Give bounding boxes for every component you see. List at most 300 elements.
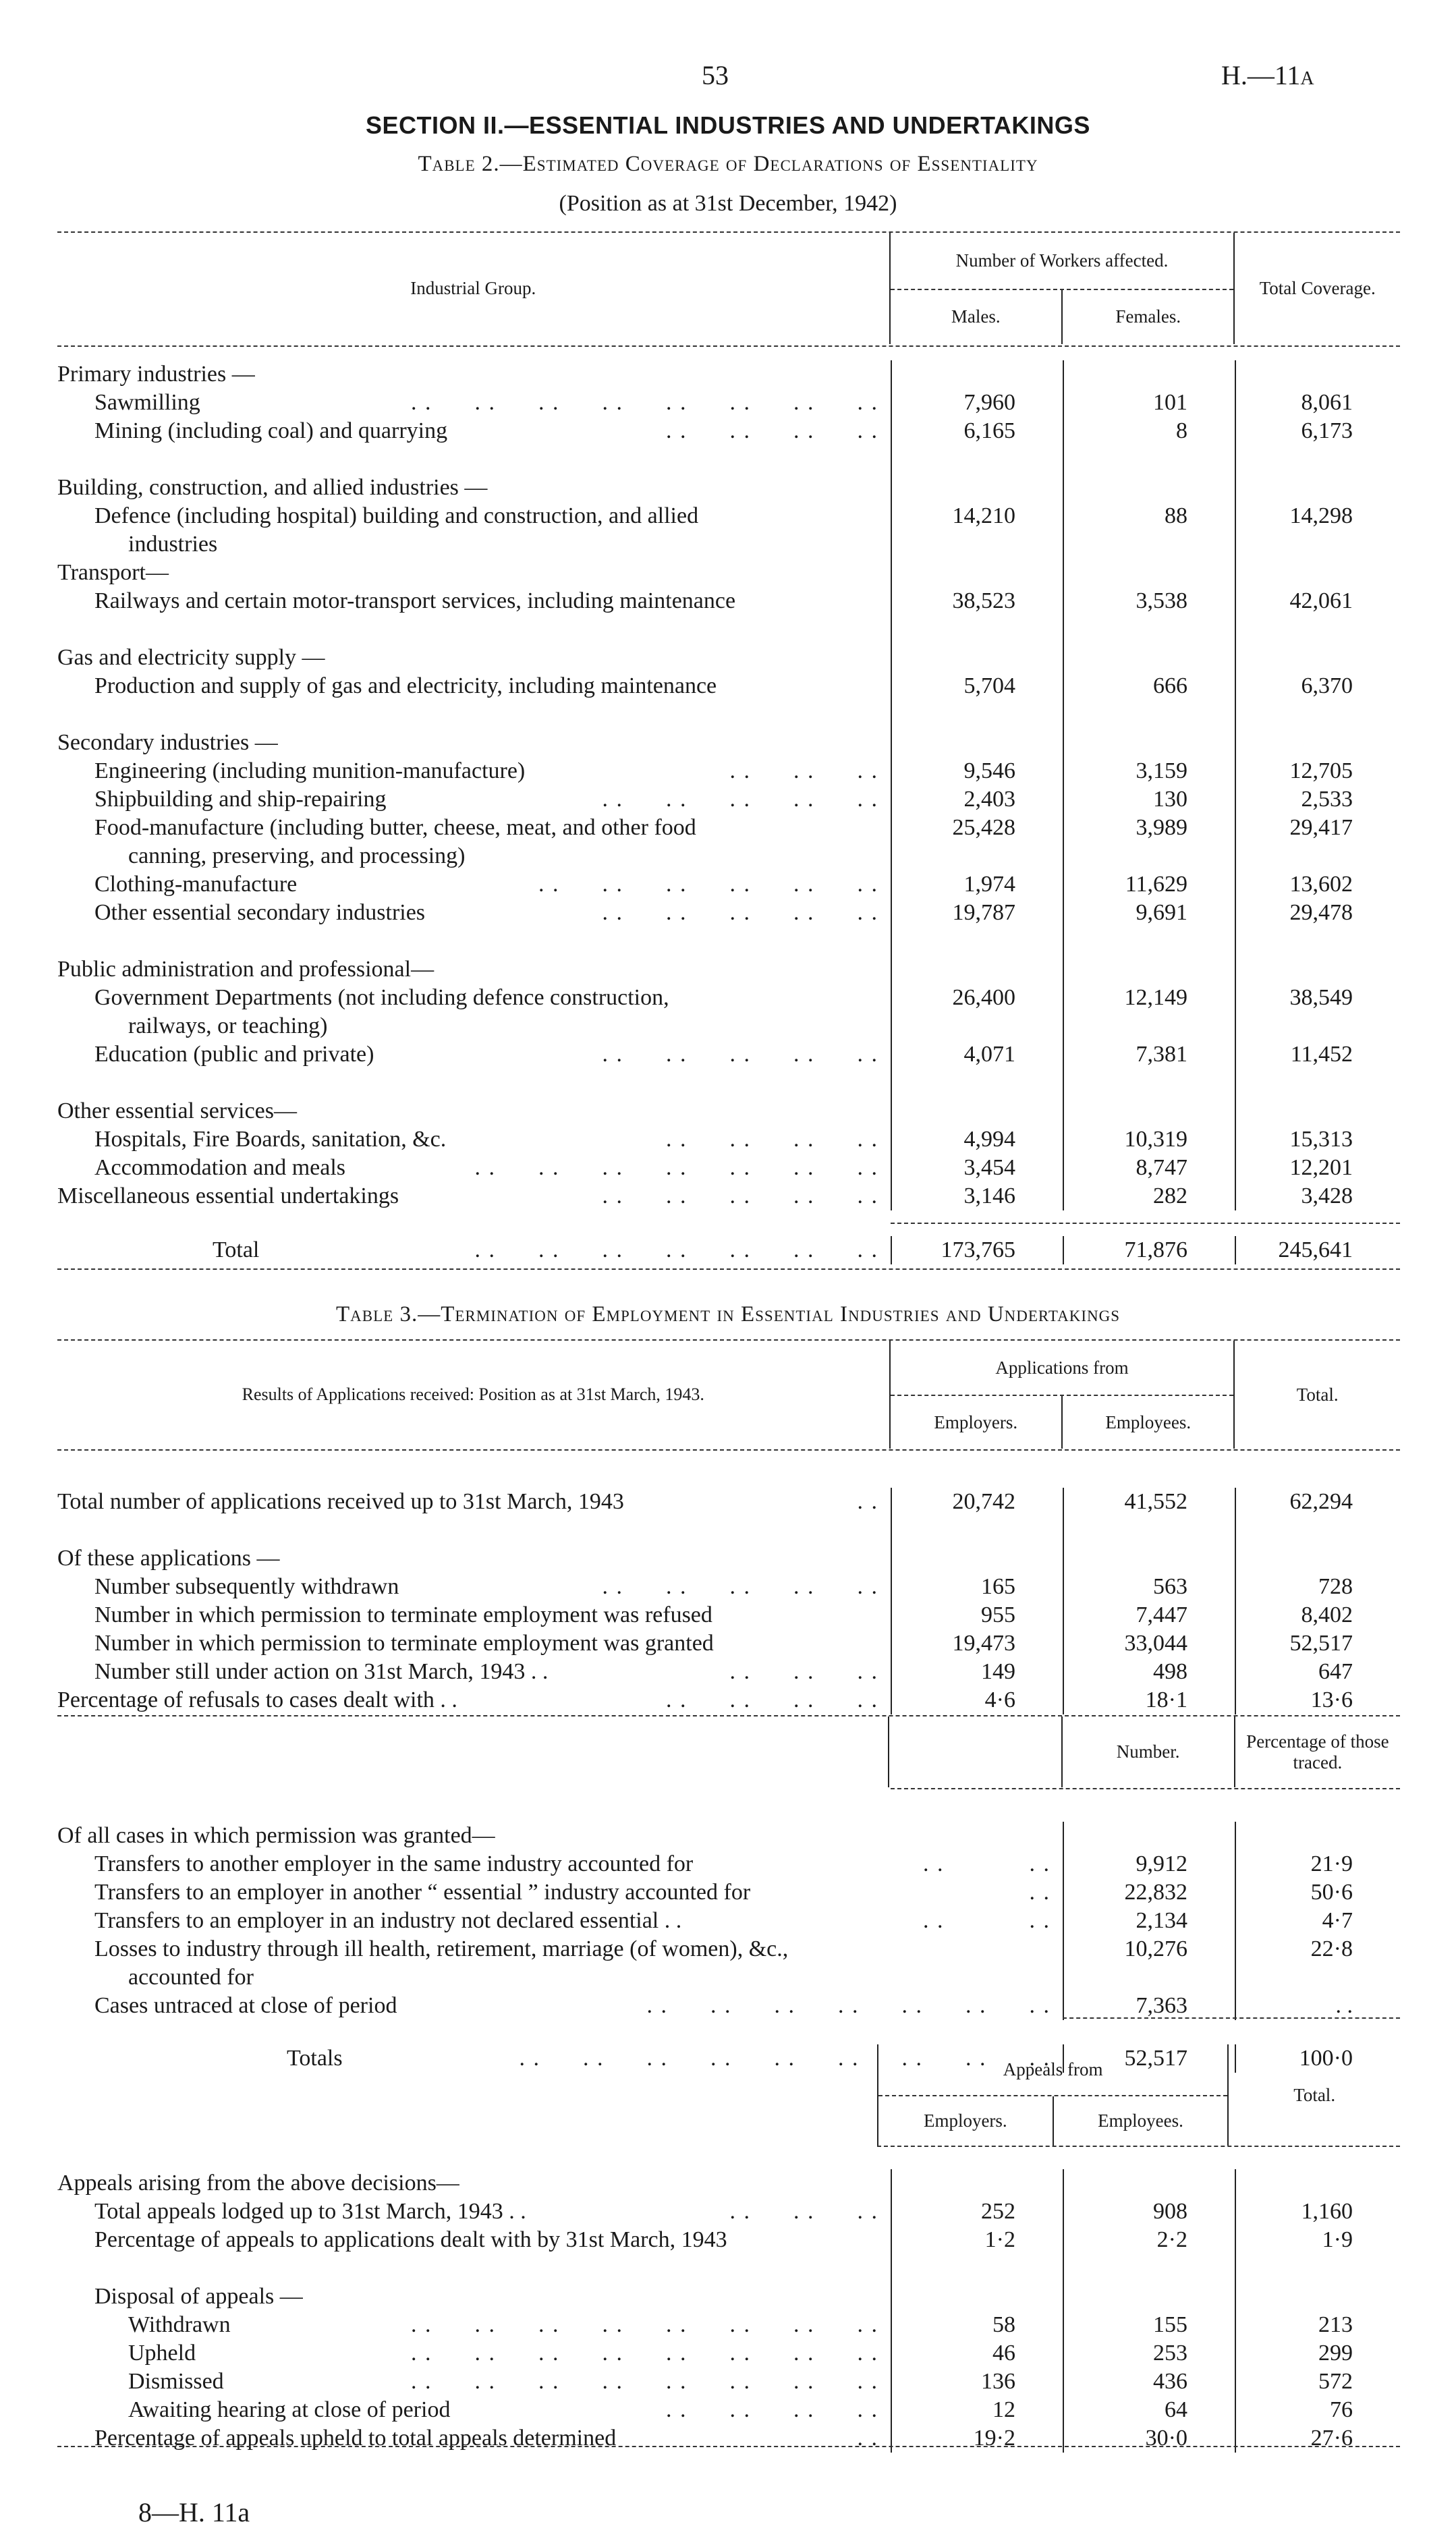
cell-f bbox=[1063, 530, 1235, 559]
leader-dots: . . . . . . . . . . . . bbox=[538, 872, 878, 897]
cell-m bbox=[891, 644, 1063, 672]
row-label-text: Awaiting hearing at close of period bbox=[128, 2397, 451, 2422]
row-label bbox=[57, 1573, 891, 1601]
cell-b: 2·2 bbox=[1063, 2226, 1235, 2254]
cell-p bbox=[1235, 1822, 1400, 1850]
row-label bbox=[57, 1182, 891, 1210]
row-label bbox=[57, 417, 891, 445]
table-row bbox=[57, 2198, 1400, 2226]
page-number: 53 bbox=[702, 60, 729, 90]
cell-f bbox=[1063, 559, 1235, 587]
leader-dots: . . . . . . . . . . bbox=[602, 1574, 878, 1599]
row-label bbox=[57, 814, 891, 842]
row-label bbox=[57, 1069, 891, 1097]
row-label-text: Education (public and private) bbox=[94, 1042, 374, 1067]
row-label bbox=[57, 1850, 1063, 1878]
divider bbox=[57, 1268, 1400, 1270]
table2-header bbox=[57, 233, 1400, 344]
row-label-text: Transport— bbox=[57, 560, 169, 585]
granted-body bbox=[57, 1822, 1400, 2020]
table-row bbox=[57, 1629, 1400, 1658]
cell-b: 64 bbox=[1063, 2396, 1235, 2424]
cell-p: 100·0 bbox=[1235, 2044, 1400, 2073]
cell-c bbox=[1235, 2283, 1400, 2311]
header-applications-from: Applications from bbox=[891, 1341, 1234, 1396]
cell-a bbox=[891, 2283, 1063, 2311]
cell-a bbox=[891, 2254, 1063, 2283]
row-label-text: Total number of applications received up to 31st March, 1943 bbox=[57, 1489, 624, 1514]
row-label bbox=[57, 2198, 891, 2226]
table-row bbox=[57, 1907, 1400, 1935]
row-label bbox=[57, 615, 891, 644]
table-row bbox=[57, 1573, 1400, 1601]
row-label bbox=[57, 2311, 891, 2339]
page-footer: 8—H. 11a bbox=[138, 2497, 250, 2527]
cell-a: 165 bbox=[891, 1573, 1063, 1601]
row-label bbox=[57, 955, 891, 984]
cell-b: 41,552 bbox=[1063, 1488, 1235, 1516]
cell-t: 6,370 bbox=[1235, 672, 1400, 700]
table-row bbox=[57, 502, 1400, 530]
cell-b: 436 bbox=[1063, 2368, 1235, 2396]
cell-m bbox=[891, 729, 1063, 757]
divider bbox=[57, 345, 1400, 347]
row-label bbox=[57, 502, 891, 530]
table-row bbox=[57, 1236, 1400, 1264]
table-row bbox=[57, 1516, 1400, 1544]
divider bbox=[891, 1788, 1400, 1789]
table-row bbox=[57, 899, 1400, 927]
leader-dots: . . . . . . . . . . . . . . bbox=[474, 1155, 878, 1180]
header-industrial-group: Industrial Group. bbox=[410, 278, 536, 298]
row-label-text: Transfers to an employer in another “ essential ” industry accounted for bbox=[94, 1880, 751, 1905]
row-label-text: Sawmilling bbox=[94, 390, 200, 415]
leader-dots: . . . . . . . . . . bbox=[602, 1042, 878, 1067]
table-row bbox=[57, 1182, 1400, 1210]
row-label-text: Appeals arising from the above decisions— bbox=[57, 2171, 459, 2196]
row-label bbox=[57, 984, 891, 1012]
cell-a: 4·6 bbox=[891, 1686, 1063, 1714]
divider bbox=[1063, 2017, 1400, 2019]
header-total-coverage: Total Coverage. bbox=[1233, 233, 1400, 344]
table3-header bbox=[57, 1341, 1400, 1449]
row-label-text: Other essential services— bbox=[57, 1098, 297, 1123]
cell-t: 12,705 bbox=[1235, 757, 1400, 785]
cell-c bbox=[1235, 1544, 1400, 1573]
row-label bbox=[57, 1907, 1063, 1935]
cell-n: 9,912 bbox=[1063, 1850, 1235, 1878]
row-label-text: Number in which permission to terminate employment was granted bbox=[94, 1631, 714, 1656]
row-label-text: Transfers to another employer in the same industry accounted for bbox=[94, 1851, 694, 1876]
table-row bbox=[57, 1544, 1400, 1573]
table2-subtitle: (Position as at 31st December, 1942) bbox=[559, 191, 897, 216]
row-label bbox=[57, 1236, 891, 1264]
leader-dots: . . . . . . . . . . . . . . . . . . bbox=[519, 2046, 1051, 2071]
cell-f: 88 bbox=[1063, 502, 1235, 530]
cell-f bbox=[1063, 700, 1235, 729]
table-row bbox=[57, 955, 1400, 984]
row-label-text: industries bbox=[128, 532, 218, 557]
row-label bbox=[57, 870, 891, 899]
table-row bbox=[57, 1850, 1400, 1878]
divider bbox=[57, 2446, 1400, 2447]
cell-p bbox=[1235, 1963, 1400, 1992]
leader-dots: . . bbox=[857, 1489, 878, 1514]
leader-dots: . . . . . . bbox=[729, 1659, 878, 1684]
cell-m bbox=[891, 530, 1063, 559]
table-row bbox=[57, 1125, 1400, 1154]
row-label bbox=[57, 1012, 891, 1040]
cell-t: 14,298 bbox=[1235, 502, 1400, 530]
cell-f bbox=[1063, 955, 1235, 984]
cell-c bbox=[1235, 1516, 1400, 1544]
table-row bbox=[57, 1012, 1400, 1040]
header-appeals-from: Appeals from bbox=[878, 2044, 1227, 2096]
row-label-text: Hospitals, Fire Boards, sanitation, &c. bbox=[94, 1127, 447, 1152]
cell-n bbox=[1063, 1822, 1235, 1850]
cell-a: 252 bbox=[891, 2198, 1063, 2226]
row-label-text: Production and supply of gas and electricity, including maintenance bbox=[94, 673, 717, 698]
cell-c: 213 bbox=[1235, 2311, 1400, 2339]
table-row bbox=[57, 2254, 1400, 2283]
cell-m: 14,210 bbox=[891, 502, 1063, 530]
leader-dots: . . . . . . . . . . . . . . . . bbox=[411, 2341, 878, 2366]
table-row bbox=[57, 842, 1400, 870]
cell-m bbox=[891, 1069, 1063, 1097]
cell-t bbox=[1235, 360, 1400, 389]
leader-dots: . . . . . . . . . . . . . . . . bbox=[411, 2369, 878, 2394]
cell-b: 908 bbox=[1063, 2198, 1235, 2226]
header-results: Results of Applications received: Position as at 31st March, 1943. bbox=[242, 1385, 704, 1404]
cell-f: 3,538 bbox=[1063, 587, 1235, 615]
cell-t: 15,313 bbox=[1235, 1125, 1400, 1154]
cell-a: 955 bbox=[891, 1601, 1063, 1629]
granted-header bbox=[57, 1716, 1400, 1787]
cell-t bbox=[1235, 700, 1400, 729]
table-row bbox=[57, 417, 1400, 445]
cell-n: 52,517 bbox=[1063, 2044, 1235, 2073]
table-row bbox=[57, 389, 1400, 417]
row-label-text: Percentage of appeals upheld to total appeals determined bbox=[94, 2426, 617, 2451]
cell-b bbox=[1063, 1544, 1235, 1573]
cell-t bbox=[1235, 445, 1400, 474]
table-row bbox=[57, 814, 1400, 842]
leader-dots: . . . . . . . . . . bbox=[602, 1183, 878, 1208]
cell-f bbox=[1063, 1097, 1235, 1125]
leader-dots: . . . . bbox=[923, 1908, 1051, 1933]
table-row bbox=[57, 1097, 1400, 1125]
cell-c: 76 bbox=[1235, 2396, 1400, 2424]
row-label-text: Of these applications — bbox=[57, 1546, 280, 1571]
cell-t bbox=[1235, 615, 1400, 644]
row-label bbox=[57, 2283, 891, 2311]
cell-c: 52,517 bbox=[1235, 1629, 1400, 1658]
cell-b: 33,044 bbox=[1063, 1629, 1235, 1658]
header-appeals-group bbox=[877, 2044, 1227, 2146]
cell-b: 563 bbox=[1063, 1573, 1235, 1601]
table-row bbox=[57, 445, 1400, 474]
cell-c: 13·6 bbox=[1235, 1686, 1400, 1714]
cell-m: 9,546 bbox=[891, 757, 1063, 785]
cell-a bbox=[891, 2169, 1063, 2198]
cell-b bbox=[1063, 2254, 1235, 2283]
cell-m bbox=[891, 1012, 1063, 1040]
row-label bbox=[57, 474, 891, 502]
cell-t: 2,533 bbox=[1235, 785, 1400, 814]
row-label-text: Number subsequently withdrawn bbox=[94, 1574, 399, 1599]
leader-dots: . . . . . . . . . . . . . . . . bbox=[411, 2312, 878, 2337]
row-label bbox=[57, 1125, 891, 1154]
table-row bbox=[57, 785, 1400, 814]
row-label bbox=[57, 2424, 891, 2453]
row-label bbox=[57, 1686, 891, 1714]
table3-caption: Table 3.—Termination of Employment in Essential Industries and Undertakings bbox=[336, 1302, 1120, 1326]
table-row bbox=[57, 360, 1400, 389]
table-row bbox=[57, 1822, 1400, 1850]
cell-f: 9,691 bbox=[1063, 899, 1235, 927]
cell-t bbox=[1235, 644, 1400, 672]
cell-f: 282 bbox=[1063, 1182, 1235, 1210]
header-percentage-traced: Percentage of those traced. bbox=[1234, 1716, 1400, 1787]
cell-m bbox=[891, 927, 1063, 955]
leader-dots: . . . . . . . . . . bbox=[602, 787, 878, 812]
cell-m: 6,165 bbox=[891, 417, 1063, 445]
cell-p: 50·6 bbox=[1235, 1878, 1400, 1907]
row-label bbox=[57, 1040, 891, 1069]
table-row bbox=[57, 2396, 1400, 2424]
cell-c: 1·9 bbox=[1235, 2226, 1400, 2254]
cell-m: 173,765 bbox=[891, 1236, 1063, 1264]
row-label bbox=[57, 842, 891, 870]
row-label-text: Of all cases in which permission was granted— bbox=[57, 1823, 495, 1848]
row-label bbox=[57, 389, 891, 417]
cell-p: 4·7 bbox=[1235, 1907, 1400, 1935]
cell-c: 299 bbox=[1235, 2339, 1400, 2368]
row-label bbox=[57, 2396, 891, 2424]
cell-m: 4,071 bbox=[891, 1040, 1063, 1069]
table-row bbox=[57, 1878, 1400, 1907]
cell-c: 572 bbox=[1235, 2368, 1400, 2396]
cell-a: 19·2 bbox=[891, 2424, 1063, 2453]
cell-b: 498 bbox=[1063, 1658, 1235, 1686]
cell-f: 11,629 bbox=[1063, 870, 1235, 899]
cell-t bbox=[1235, 1069, 1400, 1097]
cell-n: 22,832 bbox=[1063, 1878, 1235, 1907]
table-row bbox=[57, 1488, 1400, 1516]
table-row bbox=[57, 1992, 1400, 2020]
leader-dots: . . . . . . . . . . . . . . bbox=[474, 1237, 878, 1262]
table-row bbox=[57, 1935, 1400, 1963]
row-label-text: railways, or teaching) bbox=[128, 1013, 328, 1038]
row-label bbox=[57, 1154, 891, 1182]
cell-m: 3,146 bbox=[891, 1182, 1063, 1210]
cell-f bbox=[1063, 729, 1235, 757]
table-row bbox=[57, 559, 1400, 587]
leader-dots: . . . . . . bbox=[729, 758, 878, 783]
header-appeal-employees: Employees. bbox=[1053, 2096, 1228, 2146]
cell-m bbox=[891, 700, 1063, 729]
row-label-text: Other essential secondary industries bbox=[94, 900, 426, 925]
cell-t: 12,201 bbox=[1235, 1154, 1400, 1182]
cell-f bbox=[1063, 615, 1235, 644]
cell-p: . . bbox=[1235, 1992, 1400, 2020]
leader-dots: . . . . . . . . . . . . . . bbox=[646, 1993, 1051, 2018]
row-label-text: Percentage of appeals to applications dealt with by 31st March, 1943 bbox=[94, 2227, 727, 2252]
cell-t bbox=[1235, 927, 1400, 955]
cell-t bbox=[1235, 955, 1400, 984]
cell-b: 18·1 bbox=[1063, 1686, 1235, 1714]
cell-p: 21·9 bbox=[1235, 1850, 1400, 1878]
cell-a: 1·2 bbox=[891, 2226, 1063, 2254]
cell-p: 22·8 bbox=[1235, 1935, 1400, 1963]
row-label bbox=[57, 587, 891, 615]
cell-f bbox=[1063, 1012, 1235, 1040]
cell-a: 149 bbox=[891, 1658, 1063, 1686]
cell-t bbox=[1235, 530, 1400, 559]
header-number: Number. bbox=[1061, 1716, 1234, 1787]
cell-a bbox=[891, 1516, 1063, 1544]
table-row bbox=[57, 700, 1400, 729]
row-label bbox=[57, 672, 891, 700]
cell-t: 3,428 bbox=[1235, 1182, 1400, 1210]
leader-dots: . . bbox=[1029, 1880, 1051, 1905]
row-label bbox=[57, 2339, 891, 2368]
header-employers: Employers. bbox=[934, 1412, 1018, 1432]
row-label-text: Secondary industries — bbox=[57, 730, 278, 755]
cell-t: 42,061 bbox=[1235, 587, 1400, 615]
cell-t bbox=[1235, 1012, 1400, 1040]
cell-f bbox=[1063, 644, 1235, 672]
cell-a: 58 bbox=[891, 2311, 1063, 2339]
cell-c bbox=[1235, 2254, 1400, 2283]
appeals-header bbox=[877, 2044, 1400, 2146]
cell-f bbox=[1063, 360, 1235, 389]
row-label bbox=[57, 559, 891, 587]
table-row bbox=[57, 474, 1400, 502]
table-row bbox=[57, 2169, 1400, 2198]
cell-t bbox=[1235, 474, 1400, 502]
cell-m bbox=[891, 360, 1063, 389]
table2-total bbox=[57, 1236, 1400, 1264]
cell-f: 8,747 bbox=[1063, 1154, 1235, 1182]
cell-a: 19,473 bbox=[891, 1629, 1063, 1658]
leader-dots: . . . . . . bbox=[729, 2199, 878, 2224]
row-label bbox=[57, 927, 891, 955]
row-label bbox=[57, 1963, 1063, 1992]
row-label-text: Transfers to an employer in an industry not declared essential . . bbox=[94, 1908, 682, 1933]
leader-dots: . . bbox=[857, 2426, 878, 2451]
cell-m: 38,523 bbox=[891, 587, 1063, 615]
cell-m: 7,960 bbox=[891, 389, 1063, 417]
row-label bbox=[57, 729, 891, 757]
leader-dots: . . . . . . . . bbox=[666, 2397, 878, 2422]
table-row bbox=[57, 1686, 1400, 1714]
row-label-text: Percentage of refusals to cases dealt with . . bbox=[57, 1687, 457, 1712]
cell-c: 8,402 bbox=[1235, 1601, 1400, 1629]
cell-f: 7,381 bbox=[1063, 1040, 1235, 1069]
row-label-text: Gas and electricity supply — bbox=[57, 645, 325, 670]
cell-c: 62,294 bbox=[1235, 1488, 1400, 1516]
cell-f: 3,159 bbox=[1063, 757, 1235, 785]
cell-f: 10,319 bbox=[1063, 1125, 1235, 1154]
leader-dots: . . . . . . . . bbox=[666, 1687, 878, 1712]
header-appeal-total: Total. bbox=[1227, 2044, 1400, 2146]
row-label bbox=[57, 1878, 1063, 1907]
row-label-text: Engineering (including munition-manufacture) bbox=[94, 758, 526, 783]
row-label-text: Cases untraced at close of period bbox=[94, 1993, 397, 2018]
row-label-text: Mining (including coal) and quarrying bbox=[94, 418, 448, 443]
row-label bbox=[57, 1544, 891, 1573]
cell-m: 26,400 bbox=[891, 984, 1063, 1012]
divider bbox=[891, 1223, 1400, 1224]
cell-f bbox=[1063, 474, 1235, 502]
leader-dots: . . . . . . . . . . bbox=[602, 900, 878, 925]
cell-f: 130 bbox=[1063, 785, 1235, 814]
row-label bbox=[57, 1097, 891, 1125]
header-total: Total. bbox=[1233, 1341, 1400, 1449]
header-applications-group bbox=[889, 1341, 1234, 1449]
cell-b: 30·0 bbox=[1063, 2424, 1235, 2453]
row-label-text: Number in which permission to terminate employment was refused bbox=[94, 1602, 712, 1627]
table2-caption: Table 2.—Estimated Coverage of Declarations of Essentiality bbox=[418, 152, 1038, 176]
row-label-text: Defence (including hospital) building and construction, and allied bbox=[94, 503, 699, 528]
cell-b bbox=[1063, 2283, 1235, 2311]
cell-a bbox=[891, 1544, 1063, 1573]
table-row bbox=[57, 1040, 1400, 1069]
row-label-text: Government Departments (not including defence construction, bbox=[94, 985, 669, 1010]
row-label bbox=[57, 1992, 1063, 2020]
cell-c: 647 bbox=[1235, 1658, 1400, 1686]
table-row bbox=[57, 2368, 1400, 2396]
row-label bbox=[57, 530, 891, 559]
row-label-text: Total bbox=[213, 1237, 260, 1262]
cell-t: 29,478 bbox=[1235, 899, 1400, 927]
cell-n bbox=[1063, 1963, 1235, 1992]
header-females: Females. bbox=[1061, 290, 1233, 345]
table-row bbox=[57, 615, 1400, 644]
cell-t bbox=[1235, 559, 1400, 587]
row-label-text: Number still under action on 31st March, 1943 . . bbox=[94, 1659, 549, 1684]
row-label-text: Miscellaneous essential undertakings bbox=[57, 1183, 399, 1208]
cell-f: 71,876 bbox=[1063, 1236, 1235, 1264]
row-label bbox=[57, 1822, 1063, 1850]
table-row bbox=[57, 530, 1400, 559]
cell-n: 2,134 bbox=[1063, 1907, 1235, 1935]
cell-f: 3,989 bbox=[1063, 814, 1235, 842]
cell-m bbox=[891, 559, 1063, 587]
table-row bbox=[57, 672, 1400, 700]
row-label-text: canning, preserving, and processing) bbox=[128, 843, 466, 868]
cell-a: 46 bbox=[891, 2339, 1063, 2368]
row-label-text: accounted for bbox=[128, 1965, 254, 1990]
row-label-text: Food-manufacture (including butter, cheese, meat, and other food bbox=[94, 815, 696, 840]
cell-m bbox=[891, 955, 1063, 984]
cell-m bbox=[891, 1097, 1063, 1125]
cell-m bbox=[891, 445, 1063, 474]
cell-t: 13,602 bbox=[1235, 870, 1400, 899]
cell-m: 3,454 bbox=[891, 1154, 1063, 1182]
cell-m: 4,994 bbox=[891, 1125, 1063, 1154]
section-title: SECTION II.—ESSENTIAL INDUSTRIES AND UNDERTAKINGS bbox=[366, 111, 1090, 139]
header-workers-group bbox=[889, 233, 1234, 344]
cell-c: 27·6 bbox=[1235, 2424, 1400, 2453]
row-label bbox=[57, 785, 891, 814]
row-label bbox=[57, 2368, 891, 2396]
table-row bbox=[57, 757, 1400, 785]
row-label bbox=[57, 445, 891, 474]
table2-body bbox=[57, 360, 1400, 1210]
row-label bbox=[57, 2226, 891, 2254]
